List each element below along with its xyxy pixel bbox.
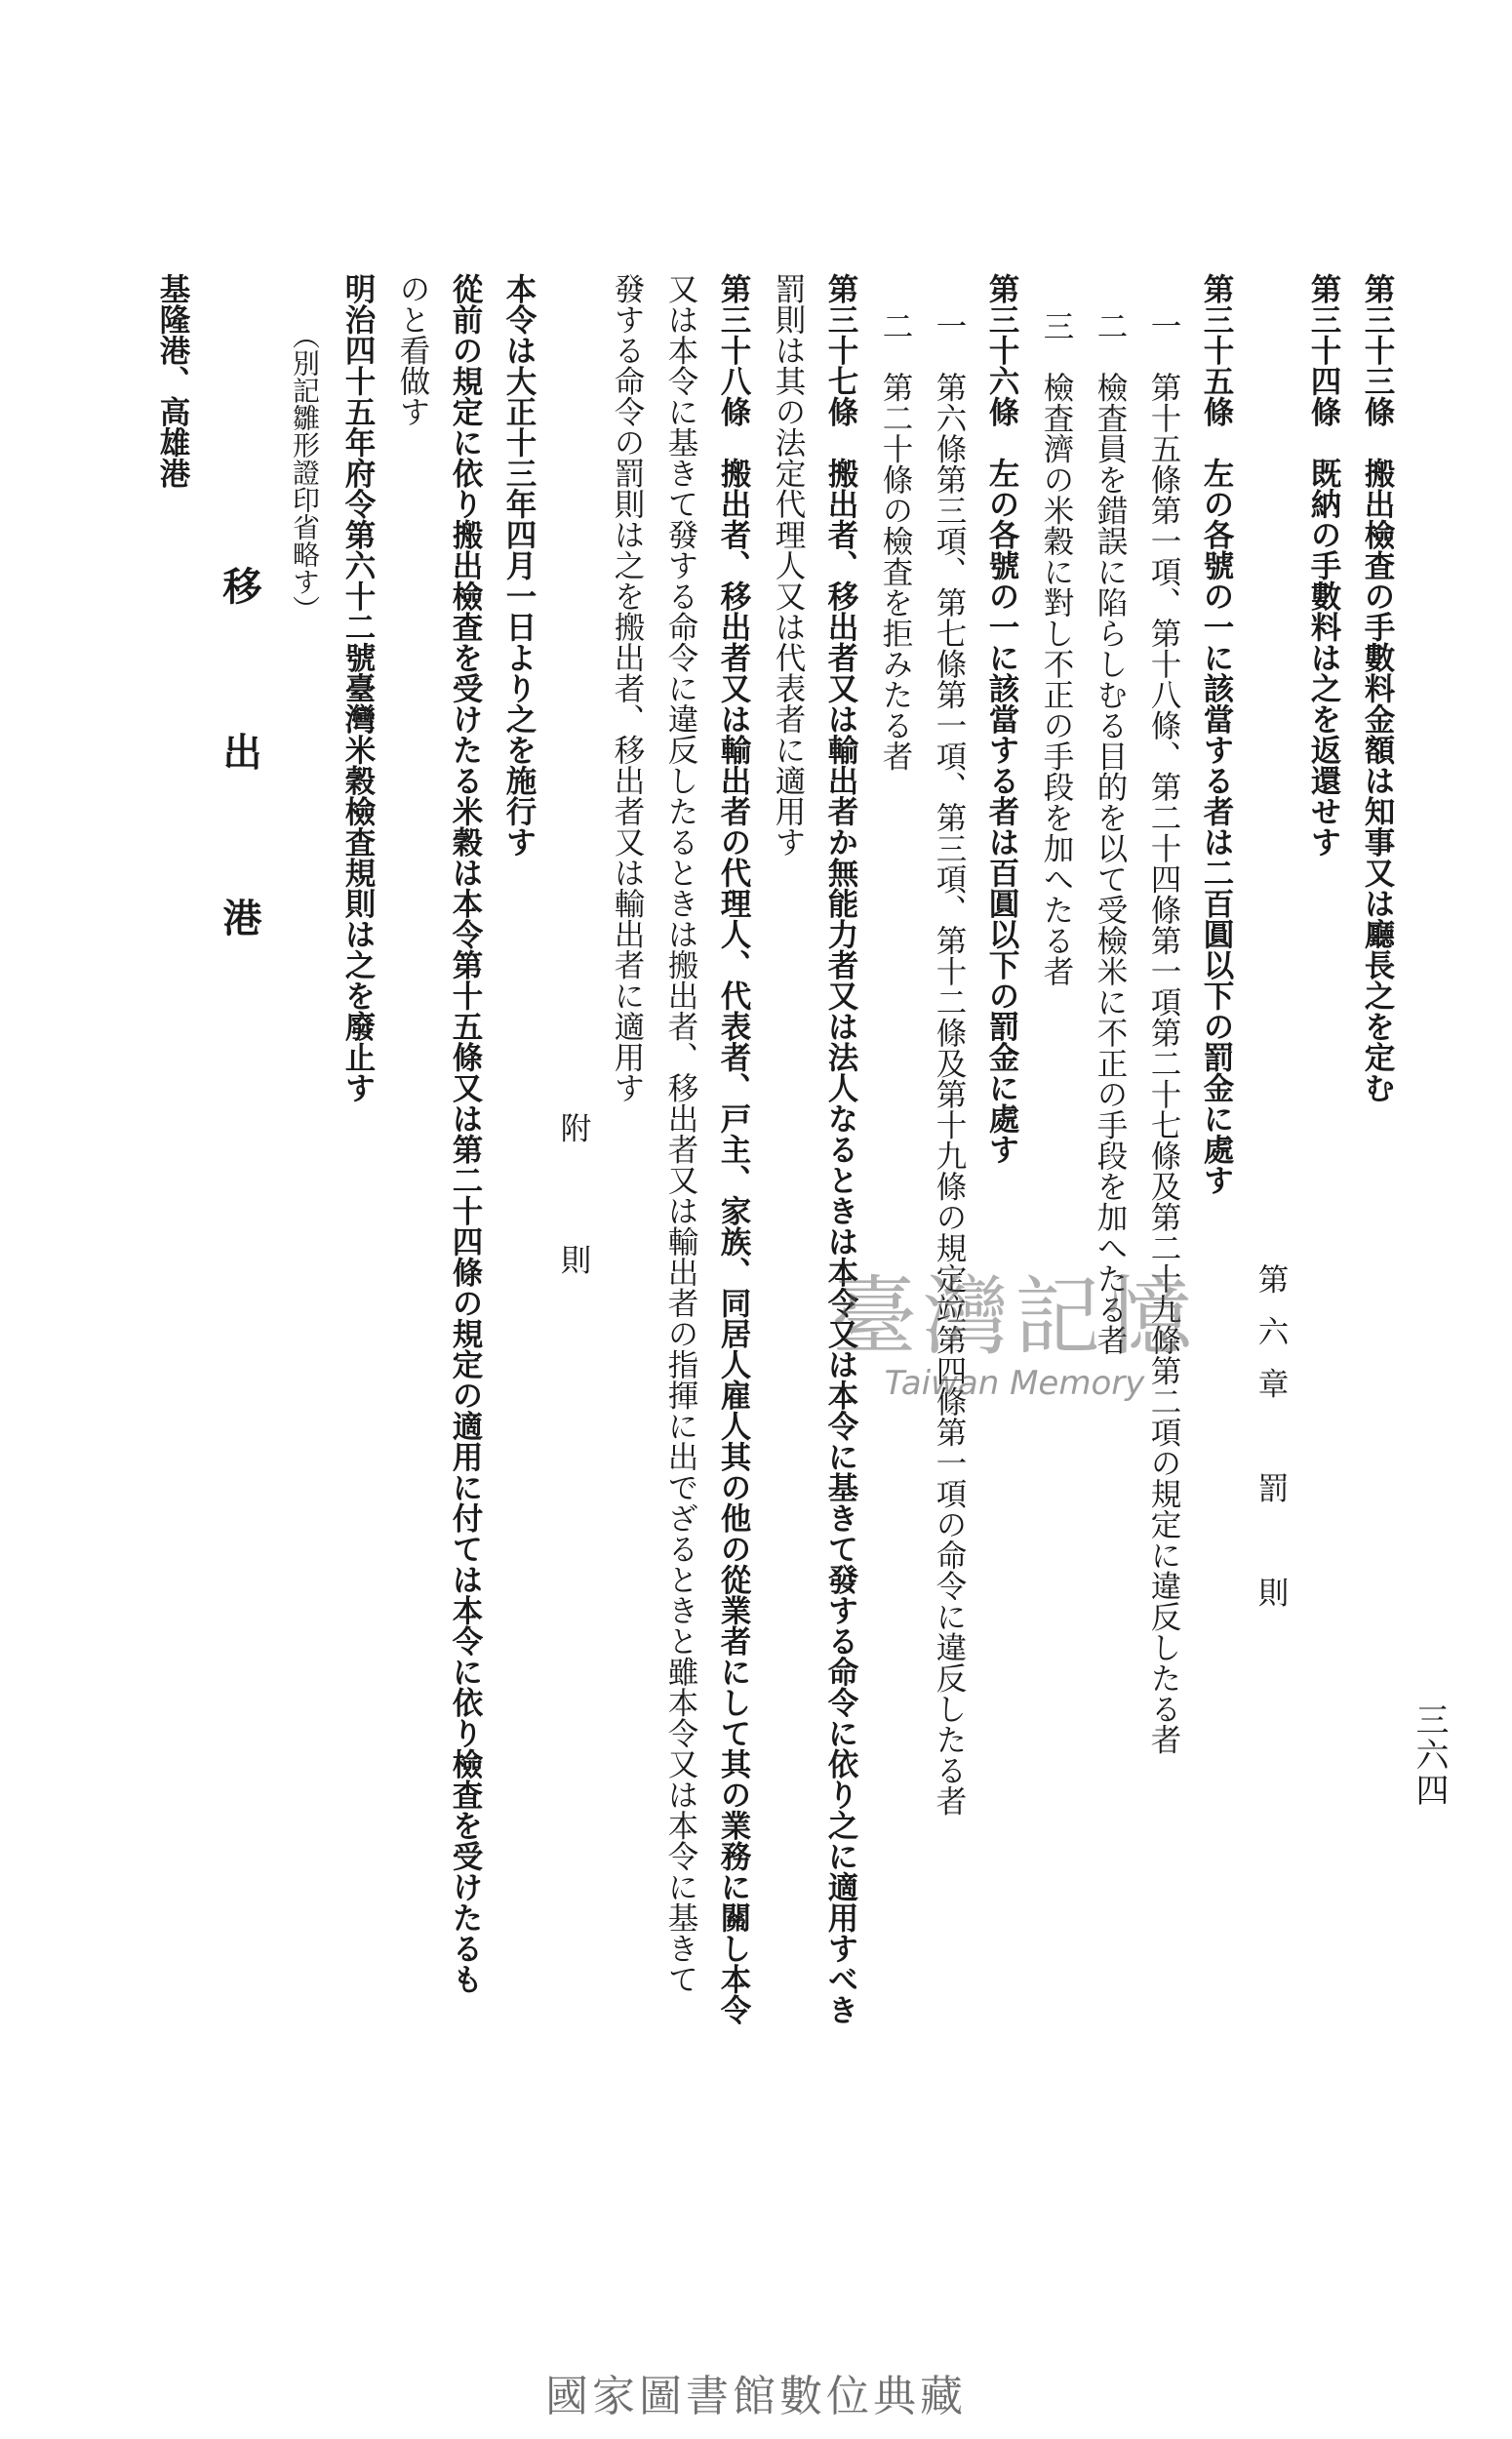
article-36-item-1: 一 第六條第三項、第七條第一項、第三項、第十二條及第十九條の規定竝第四條第一項の命令に違反したる者 [932, 310, 967, 1817]
appendix-title: 附 則 [556, 1112, 591, 1310]
watermark-main-text: 臺灣記憶 [830, 1266, 1198, 1367]
appendix-line-1: 本令は大正十三年四月一日より之を施行す [501, 273, 537, 858]
article-36: 第三十六條 左の各號の一に該當する者は百圓以下の罰金に處す [984, 273, 1020, 1165]
article-38-cont-1: 又は本令に基きて發する命令に違反したるときは搬出者、移出者又は輸出者の指揮に出でざるときと雖本令又は本令に基きて [663, 273, 698, 1994]
article-35-item-3: 三 檢査濟の米穀に對し不正の手段を加へたる者 [1039, 310, 1074, 986]
appendix-note: （別記雛形證印省略す） [289, 322, 321, 622]
export-ports-list: 基隆港、高雄港 [155, 273, 191, 489]
article-37-cont: 罰則は其の法定代理人又は代表者に適用す [771, 273, 806, 858]
page-number: 三六四 [1410, 1702, 1449, 1808]
article-38: 第三十八條 搬出者、移出者又は輸出者の代理人、代表者、戸主、家族、同居人雇人其の他の從業者にして其の業務に關し本令 [716, 273, 752, 2025]
archive-footer: 國家圖書館數位典藏 [545, 2372, 967, 2421]
article-36-item-2: 二 第二十條の檢査を拒みたる者 [878, 310, 913, 772]
article-34: 第三十四條 既納の手數料は之を返還せす [1306, 273, 1342, 858]
article-35-item-2: 二 檢査員を錯誤に陷らしむる目的を以て受檢米に不正の手段を加へたる者 [1093, 310, 1128, 1355]
article-33: 第三十三條 搬出檢査の手數料金額は知事又は廳長之を定む [1360, 273, 1396, 1103]
article-35-item-1: 一 第十五條第一項、第十八條、第二十四條第一項第二十七條及第二十九條第二項の規定に違反したる者 [1146, 310, 1181, 1755]
article-35: 第三十五條 左の各號の一に該當する者は二百圓以下の罰金に處す [1199, 273, 1235, 1195]
chapter-6-title: 第六章 罰 則 [1253, 1263, 1289, 1629]
article-37: 第三十七條 搬出者、移出者又は輸出者か無能力者又は法人なるときは本令又は本令に基きて發する命令に依り之に適用すべき [823, 273, 859, 2025]
vertical-text-body [146, 273, 1405, 2205]
appendix-line-2: 從前の規定に依り搬出檢査を受けたる米穀は本令第十五條又は第二十四條の規定の適用に付ては本令に依り檢査を受けたるも [448, 273, 484, 1994]
appendix-line-2-cont: のと看做す [395, 273, 430, 427]
section-heading-export-ports: 移出港 [217, 566, 262, 1063]
appendix-line-3: 明治四十五年府令第六十二號臺灣米穀檢査規則は之を廢止す [340, 273, 377, 1103]
watermark-sub-text: Taiwan Memory [884, 1364, 1145, 1403]
article-38-cont-2: 發する命令の罰則は之を搬出者、移出者又は輸出者に適用す [610, 273, 645, 1103]
